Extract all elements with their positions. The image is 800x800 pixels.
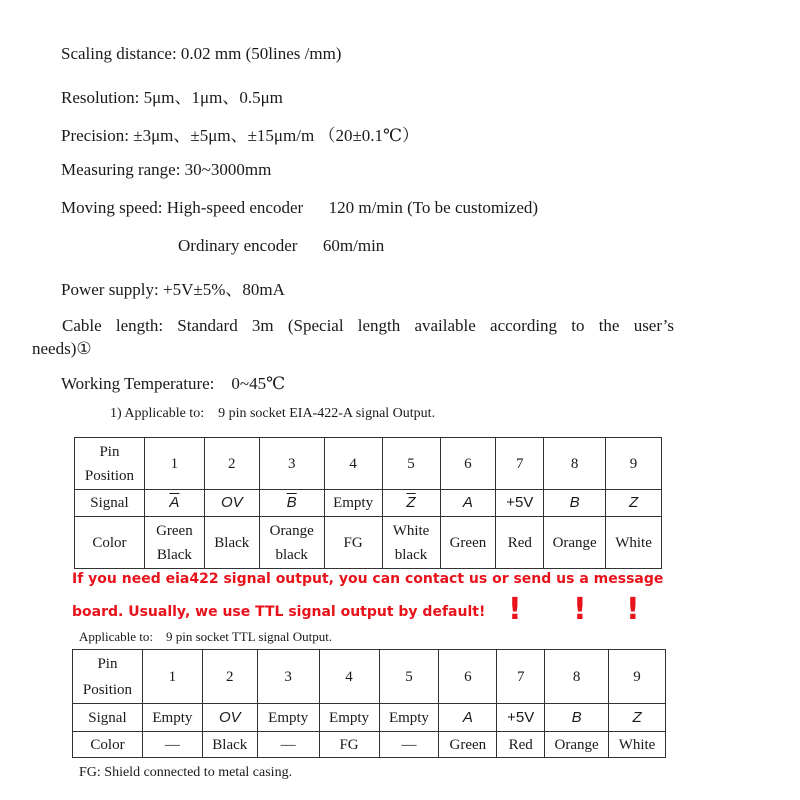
pin-number: 3 (259, 438, 324, 490)
color-cell: — (142, 732, 202, 758)
exclamation-mark: ! (508, 592, 522, 627)
cable-word: according (490, 316, 558, 335)
color-row-label: Color (75, 517, 145, 569)
signal-cell: Empty (379, 704, 439, 732)
pin-number: 3 (257, 650, 319, 704)
signal-cell: Empty (142, 704, 202, 732)
pin-number: 8 (545, 650, 609, 704)
color-cell: Black (202, 732, 257, 758)
pin-number: 4 (324, 438, 382, 490)
color-cell: Red (497, 732, 545, 758)
color-cell: White (609, 732, 666, 758)
pin-table-eia422 (74, 437, 662, 569)
color-row-label: Color (73, 732, 143, 758)
signal-cell: +5V (497, 704, 545, 732)
signal-cell: Empty (324, 490, 382, 517)
color-cell: Red (496, 517, 544, 569)
signal-row-label: Signal (73, 704, 143, 732)
pin-number: 7 (496, 438, 544, 490)
color-cell: Orange black (259, 517, 324, 569)
cable-word: length (357, 316, 401, 335)
signal-cell: Empty (257, 704, 319, 732)
signal-cell: OV (204, 490, 259, 517)
table1-caption: 1) Applicable to: 9 pin socket EIA-422-A signal Output. (110, 406, 436, 421)
color-cell: Green Black (144, 517, 204, 569)
exclamation-mark: ! (573, 592, 587, 627)
cable-word: user’s (633, 316, 674, 335)
signal-cell: +5V (496, 490, 544, 517)
pin-number: 9 (609, 650, 666, 704)
cable-word: the (598, 316, 620, 335)
pin-number: 7 (497, 650, 545, 704)
cable-word: Cable (62, 316, 102, 335)
spec-precision: Precision: ±3μm、±5μm、±15μm/m （20±0.1℃） (61, 126, 420, 145)
pin-number: 2 (204, 438, 259, 490)
color-cell: Black (204, 517, 259, 569)
table2-caption: Applicable to: 9 pin socket TTL signal Output. (79, 629, 333, 644)
pin-table-ttl (72, 649, 666, 758)
pin-number: 1 (142, 650, 202, 704)
footnote: FG: Shield connected to metal casing. (79, 765, 293, 780)
pin-number: 6 (440, 438, 496, 490)
signal-row-label: Signal (75, 490, 145, 517)
signal-cell: A (440, 490, 496, 517)
spec-speed-ordinary: Ordinary encoder 60m/min (178, 236, 385, 255)
spec-temperature: Working Temperature: 0~45℃ (61, 374, 286, 393)
notice-line-1: If you need eia422 signal output, you can contact us or send us a message (72, 571, 664, 587)
signal-cell: $\overline{Z}$ (382, 490, 440, 517)
pin-number: 5 (379, 650, 439, 704)
cable-word: 3m (251, 316, 274, 335)
cable-word: length: (115, 316, 164, 335)
color-cell: Orange (544, 517, 606, 569)
spec-cable (32, 314, 674, 360)
color-cell: — (379, 732, 439, 758)
cable-line-2: needs)① (32, 339, 92, 358)
pin-number: 1 (144, 438, 204, 490)
spec-resolution: Resolution: 5μm、1μm、0.5μm (61, 88, 283, 107)
color-cell: — (257, 732, 319, 758)
pin-position-header: Pin Position (73, 650, 143, 704)
pin-number: 9 (606, 438, 662, 490)
spec-speed-high: Moving speed: High-speed encoder 120 m/min (To be customized) (61, 198, 539, 217)
pin-number: 8 (544, 438, 606, 490)
signal-cell: B (545, 704, 609, 732)
signal-cell: Z (606, 490, 662, 517)
color-cell: Green (439, 732, 497, 758)
signal-cell: A (439, 704, 497, 732)
exclamation-mark: ! (626, 592, 640, 627)
color-cell: FG (319, 732, 379, 758)
cable-word: available (414, 316, 476, 335)
spec-power: Power supply: +5V±5%、80mA (61, 280, 285, 299)
cable-word: to (571, 316, 585, 335)
pin-number: 5 (382, 438, 440, 490)
pin-number: 6 (439, 650, 497, 704)
signal-cell: B (544, 490, 606, 517)
cable-word: (Special (287, 316, 344, 335)
color-cell: Orange (545, 732, 609, 758)
pin-position-header: Pin Position (75, 438, 145, 490)
spec-scaling: Scaling distance: 0.02 mm (50lines /mm) (61, 44, 342, 63)
signal-cell: OV (202, 704, 257, 732)
pin-number: 2 (202, 650, 257, 704)
color-cell: White black (382, 517, 440, 569)
color-cell: FG (324, 517, 382, 569)
signal-cell: Empty (319, 704, 379, 732)
pin-number: 4 (319, 650, 379, 704)
spec-range: Measuring range: 30~3000mm (61, 160, 272, 179)
cable-line-1 (32, 314, 674, 337)
color-cell: White (606, 517, 662, 569)
signal-cell: $\overline{B}$ (259, 490, 324, 517)
notice-line-2: board. Usually, we use TTL signal output by default! (72, 604, 486, 620)
signal-cell: Z (609, 704, 666, 732)
cable-word: Standard (177, 316, 238, 335)
color-cell: Green (440, 517, 496, 569)
signal-cell: $\overline{A}$ (144, 490, 204, 517)
